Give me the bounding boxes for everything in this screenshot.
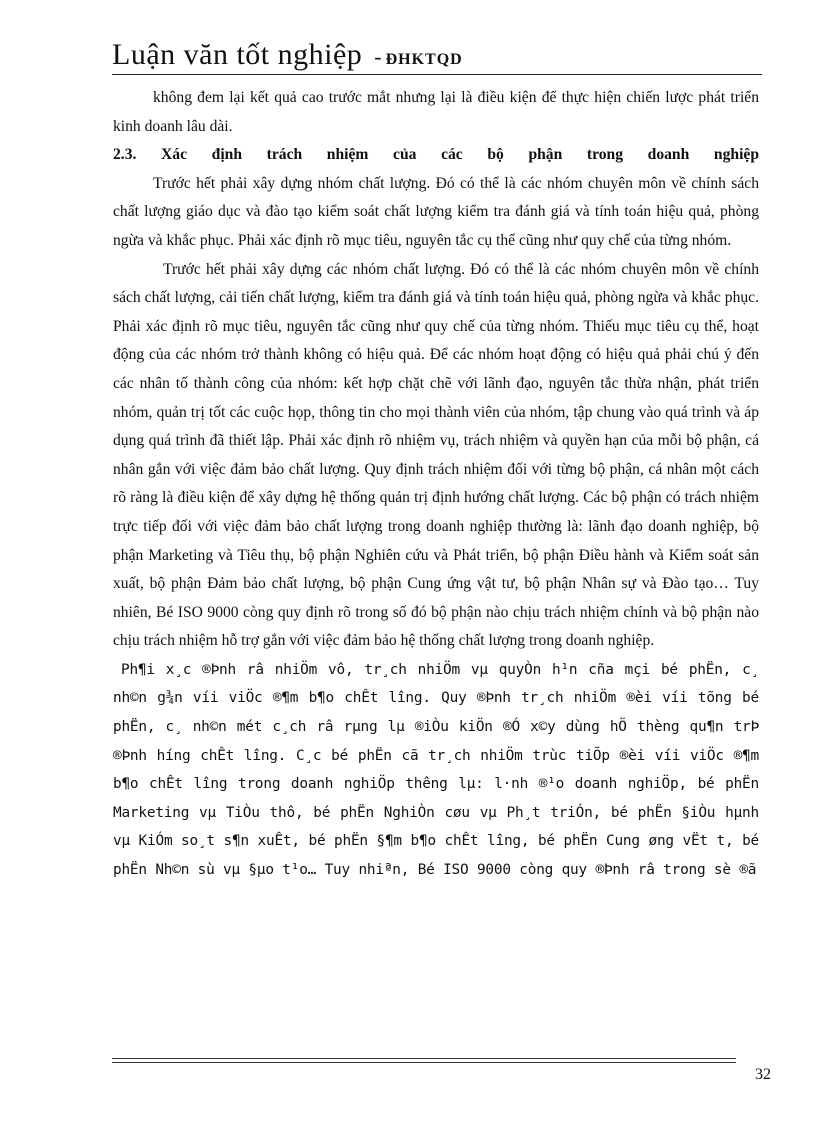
document-body — [113, 84, 759, 885]
paragraph-intro: không đem lại kết quả cao trước mắt nhưng lại là điều kiện để thực hiện chiến lược phát triển kinh doanh lâu dài. — [113, 89, 759, 135]
paragraph-responsibilities: Trước hết phải xây dựng các nhóm chất lượng. Đó có thể là các nhóm chuyên môn về chính sách chất lượng, cải tiến chất lượng, kiểm tra đánh giá và tính toán hiệu quả, phòng ngừa và khắc phục. Phải xác định rõ mục tiêu, nguyên tắc cũng như quy chế của từng nhóm. Thiếu mục tiêu cụ thể, hoạt động của các nhóm trở thành không có hiệu quả. Để các nhóm hoạt động có hiệu quả phải chú ý đến các nhân tố thành công của nhóm: kết hợp chặt chẽ với lãnh đạo, nguyên tắc thừa nhận, phát triển nhóm, quản trị tốt các cuộc họp, thông tin cho mọi thành viên của nhóm, tập chung vào quá trình và áp dụng quá trình đã thiết lập. Phải xác định rõ nhiệm vụ, trách nhiệm và quyền hạn của mỗi bộ phận, cá nhân gắn với việc đảm bảo chất lượng. Quy định trách nhiệm đối với từng bộ phận, cá nhân một cách rõ ràng là điều kiện để xây dựng hệ thống quản trị định hướng chất lượng. Các bộ phận có trách nhiệm trực tiếp đối với việc đảm bảo chất lượng trong doanh nghiệp thường là: lãnh đạo doanh nghiệp, bộ phận Marketing và Tiêu thụ, bộ phận Nghiên cứu và Phát triển, bộ phận Điều hành và Kiểm soát sản xuất, bộ phận Đảm bảo chất lượng, bộ phận Cung ứng vật tư, bộ phận Nhân sự và Đào tạo… Tuy nhiên, Bé ISO 9000 còng quy định rõ trong số đó bộ phận nào chịu trách nhiệm chính và bộ phận nào chịu trách nhiệm hỗ trợ gắn với việc đảm bảo hệ thống chất lượng trong doanh nghiệp. — [113, 260, 759, 650]
paragraph-quality-groups: Trước hết phải xây dựng nhóm chất lượng. Đó có thể là các nhóm chuyên môn về chính sách chất lượng giáo dục và đào tạo kiểm soát chất lượng kiểm tra đánh giá và tính toán hiệu quả, phòng ngừa và khắc phục. Phải xác định rõ mục tiêu, nguyên tắc cụ thể cũng như quy chế của từng nhóm. — [113, 174, 759, 249]
page-header — [112, 38, 762, 75]
header-separator: - — [374, 44, 382, 69]
footer-rule — [112, 1058, 736, 1063]
paragraph-encoded-text: Ph¶i x¸c ®Þnh râ nhiÖm vô, tr¸ch nhiÖm vµ quyÒn h¹n cña mçi bé phËn, c¸ nh©n g¾n víi viÖc ®¶m b¶o chÊt lîng. Quy ®Þnh tr¸ch nhiÖm ®èi víi tõng bé phËn, c¸ nh©n mét c¸ch râ rµng lµ ®iÒu kiÖn ®Ó x©y dùng hÖ thèng qu¶n trÞ ®Þnh híng chÊt lîng. C¸c bé phËn cã tr¸ch nhiÖm trùc tiÕp ®èi víi viÖc ®¶m b¶o chÊt lîng trong doanh nghiÖp thêng lµ: l·nh ®¹o doanh nghiÖp, bé phËn Marketing vµ TiÒu thô, bé phËn NghiÒn cøu vµ Ph¸t triÓn, bé phËn §iÒu hµnh vµ KiÓm so¸t s¶n xuÊt, bé phËn §¶m b¶o chÊt lîng, bé phËn Cung øng vËt t, bé phËn Nh©n sù vµ §µo t¹o… Tuy nhiªn, Bé ISO 9000 còng quy ®Þnh râ trong sè ®ã — [113, 661, 759, 879]
section-heading: 2.3. Xác định trách nhiệm của các bộ phận trong doanh nghiệp — [113, 146, 759, 164]
school-name: ĐHKTQD — [385, 51, 463, 68]
page-number: 32 — [755, 1066, 771, 1083]
document-title: Luận văn tốt nghiệp — [112, 38, 363, 71]
